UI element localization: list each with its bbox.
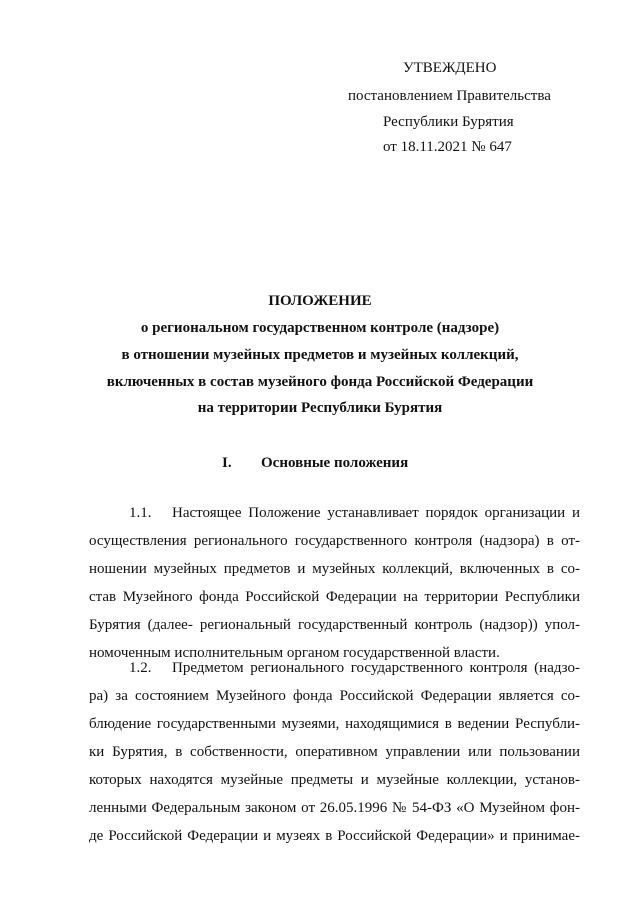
paragraph-line: ра) за состоянием Музейного фонда Российской Федерации является со-: [89, 688, 580, 704]
paragraph-line: де Российской Федерации и музеях в Российской Федерации» и принимае-: [89, 828, 580, 844]
title-line-2: в отношении музейных предметов и музейных коллекций,: [121, 347, 519, 363]
paragraph-number: 1.2.: [129, 660, 152, 676]
paragraph-line: блюдение государственными музеями, находящимися в ведении Республи-: [89, 716, 580, 732]
paragraph-line: номоченным исполнительным органом государственной власти.: [89, 645, 500, 661]
title-line-3: включенных в состав музейного фонда Российской Федерации: [106, 374, 534, 390]
title-line-4: на территории Республики Бурятия: [197, 400, 443, 416]
section-number: I.: [222, 455, 232, 471]
paragraph-line: ленными Федеральным законом от 26.05.1996 № 54-ФЗ «О Музейном фон-: [89, 800, 580, 816]
section-title: Основные положения: [261, 455, 409, 471]
approval-issuer: постановлением Правительства: [348, 88, 551, 104]
paragraph-line: Бурятия (далее- региональный государственный контроль (надзор)) упол-: [89, 617, 580, 633]
title-line-1: о региональном государственном контроле (надзоре): [140, 320, 500, 336]
paragraph-line: став Музейного фонда Российской Федерации на территории Республики: [89, 589, 580, 605]
paragraph-line: осуществления регионального государственного контроля (надзора) в от-: [89, 533, 580, 549]
paragraph-line: ношении музейных предметов и музейных коллекций, включенных в со-: [89, 561, 580, 577]
approval-heading: УТВЕЖДЕНО: [403, 60, 497, 76]
paragraph-line: ки Бурятия, в собственности, оперативном управлении или пользовании: [89, 744, 580, 760]
paragraph-line: 1.2. Предметом регионального государственного контроля (надзо-: [89, 654, 580, 682]
paragraph-1-1: [89, 499, 580, 667]
approval-date-number: от 18.11.2021 № 647: [383, 139, 512, 155]
approval-region: Республики Бурятия: [383, 114, 514, 130]
paragraph-1-2: [89, 654, 580, 850]
paragraph-number: 1.1.: [129, 505, 152, 521]
title-heading: ПОЛОЖЕНИЕ: [268, 293, 372, 309]
paragraph-line: 1.1. Настоящее Положение устанавливает порядок организации и: [89, 499, 580, 527]
paragraph-line: которых находятся музейные предметы и музейные коллекции, установ-: [89, 772, 580, 788]
